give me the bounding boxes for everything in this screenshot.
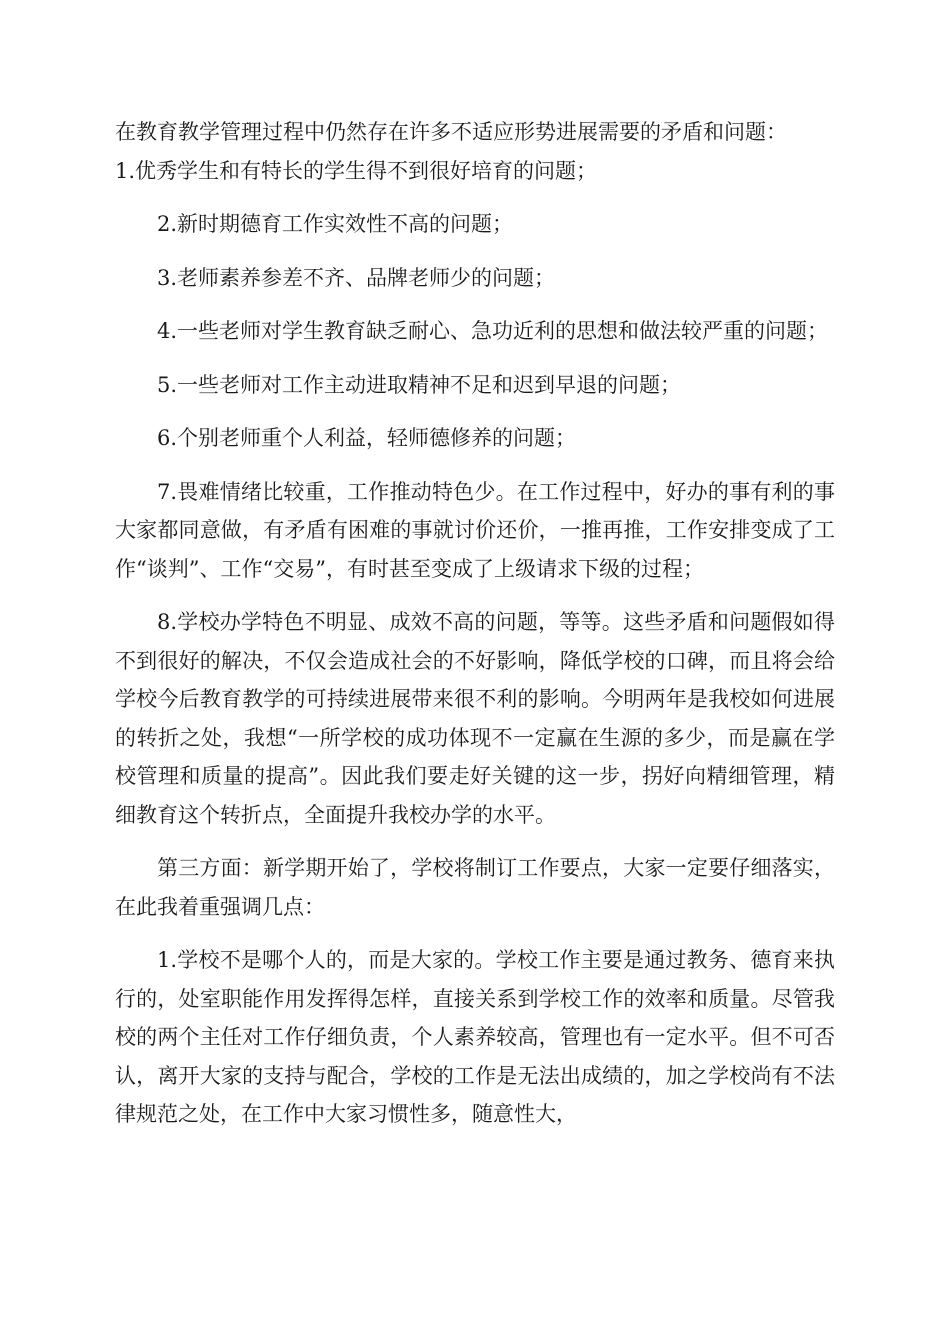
section-three-heading-paragraph: 第三方面：新学期开始了，学校将制订工作要点，大家一定要仔细落实，在此我着重强调几点： — [115, 856, 835, 919]
list-item-8: 8.学校办学特色不明显、成效不高的问题，等等。这些矛盾和问题假如得不到很好的解决，不仅会造成社会的不好影响，降低学校的口碑，而且将会给学校今后教育教学的可持续进展带来很不利的影响。今明两年是我校如何进展的转折之处，我想“一所学校的成功体现不一定赢在生源的多少，而是赢在学校管理和质量的提高”。因此我们要走好关键的这一步，拐好向精细管理，精细教育这个转折点，全面提升我校办学的水平。 — [115, 610, 835, 827]
list-item-7: 7.畏难情绪比较重，工作推动特色少。在工作过程中，好办的事有利的事大家都同意做，有矛盾有困难的事就讨价还价，一推再推，工作安排变成了工作“谈判”、工作“交易”，有时甚至变成了上级请求下级的过程； — [115, 479, 835, 581]
section-three-item-1: 1.学校不是哪个人的，而是大家的。学校工作主要是通过教务、德育来执行的，处室职能作用发挥得怎样，直接关系到学校工作的效率和质量。尽管我校的两个主任对工作仔细负责，个人素养较高，管理也有一定水平。但不可否认，离开大家的支持与配合，学校的工作是无法出成绩的，加之学校尚有不法律规范之处，在工作中大家习惯性多，随意性大， — [115, 948, 835, 1126]
list-item-5: 5.一些老师对工作主动进取精神不足和迟到早退的问题； — [157, 372, 682, 397]
list-item-6: 6.个别老师重个人利益，轻师德修养的问题； — [157, 426, 577, 450]
document-body — [115, 113, 835, 1134]
paragraph-intro: 在教育教学管理过程中仍然存在许多不适应形势进展需要的矛盾和问题： — [115, 120, 787, 144]
list-item-1: 1.优秀学生和有特长的学生得不到很好培育的问题； — [115, 158, 598, 183]
list-item-2: 2.新时期德育工作实效性不高的问题； — [157, 212, 514, 236]
list-item-3: 3.老师素养参差不齐、品牌老师少的问题； — [157, 265, 556, 290]
list-item-4: 4.一些老师对学生教育缺乏耐心、急功近利的思想和做法较严重的问题； — [157, 319, 829, 343]
